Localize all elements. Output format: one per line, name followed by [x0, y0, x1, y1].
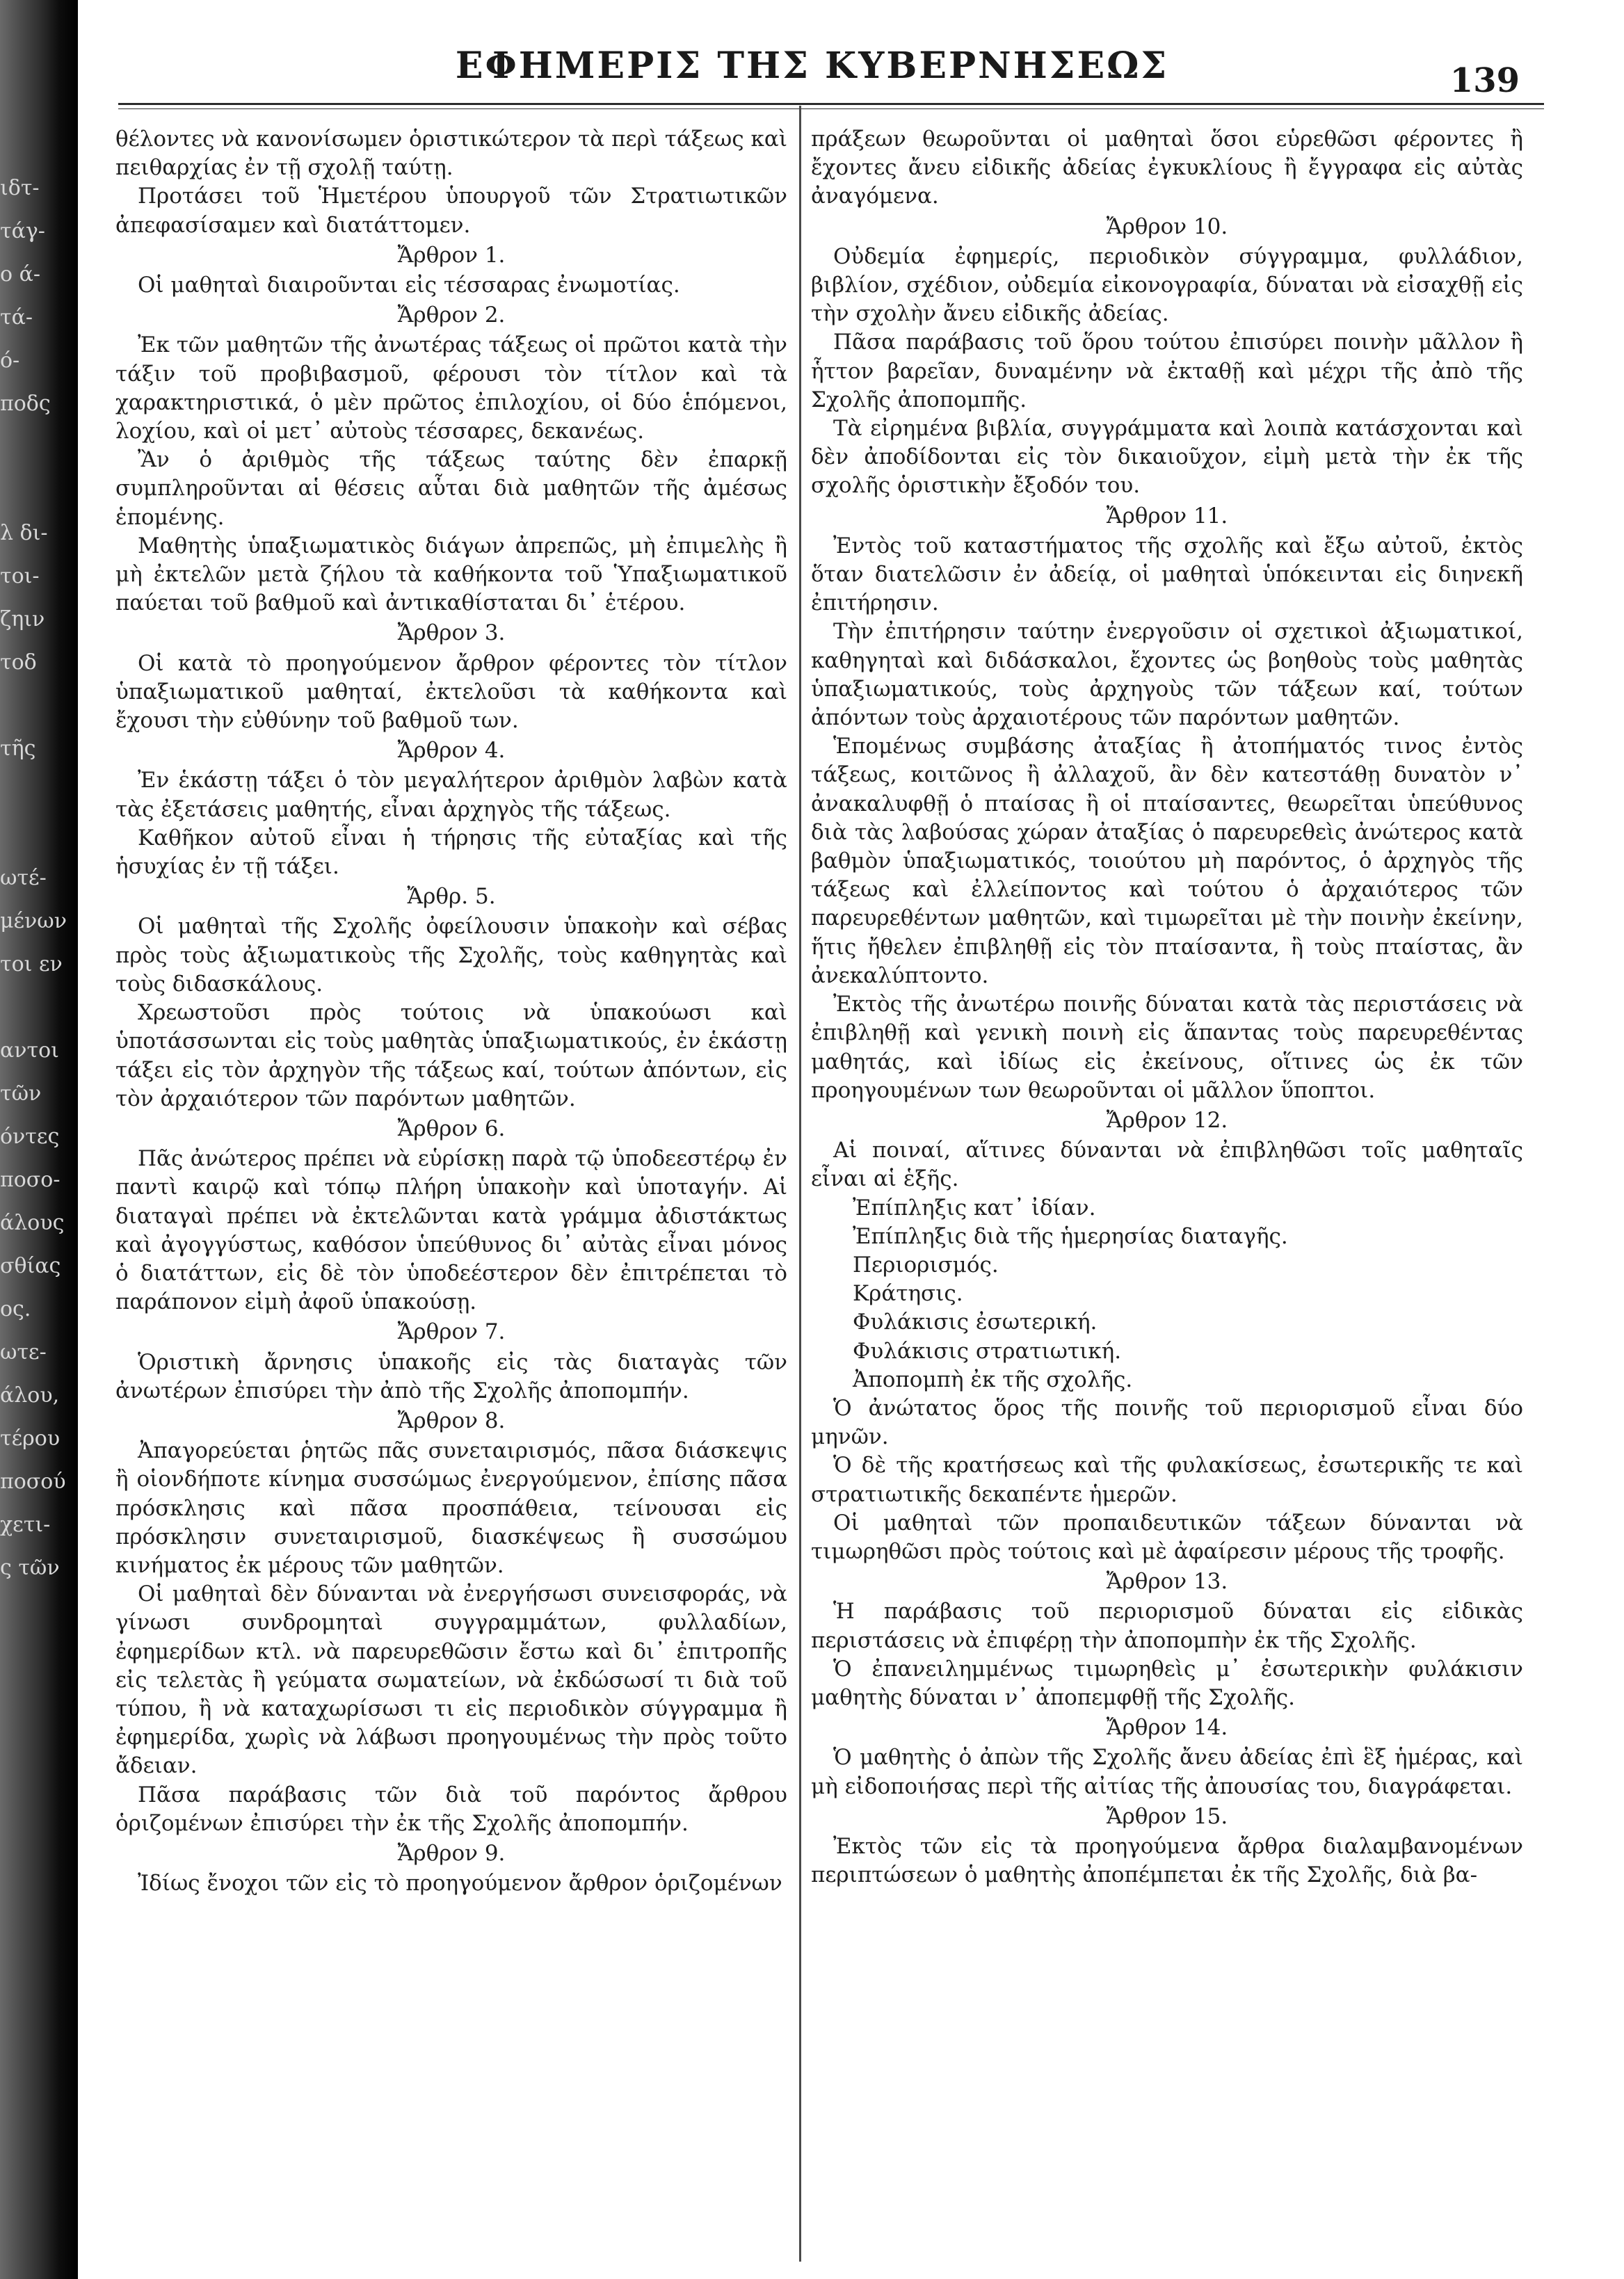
- right-column: [811, 125, 1523, 1890]
- margin-fragment: ος.: [0, 1297, 31, 1321]
- margin-fragment: άλους: [0, 1211, 65, 1235]
- paragraph: Ἑπομένως συμβάσης ἀταξίας ἢ ἀτοπήματός τινος ἐντὸς τάξεως, κοιτῶνος ἢ ἀλλαχοῦ, ἂν δὲν κατεστάθῃ δυνατὸν ν᾽ ἀνακαλυφθῇ ὁ πταίσας ἢ οἱ πταίσαντες, θεωρεῖται ὑπεύθυνος διὰ τὰς λαβούσας χώραν ἀταξίας ὁ παρευρεθεὶς ἀνώτερος κατὰ βαθμὸν ὑπαξιωματικός, τοιούτου μὴ παρόντος, ὁ ἀρχηγὸς τῆς τάξεως καὶ ἐλλείποντος καὶ τούτου ὁ ἀρχαιότερος τῶν παρευρεθέντων μαθητῶν, καὶ τιμωρεῖται μὲ τὴν ποινὴν ἐκείνην, ἥτις ἤθελεν ἐπιβληθῇ εἰς τὸν πταίσαντα, ἢ τοὺς πταίστας, ἂν ἀνεκαλύπτοντο.: [811, 734, 1523, 988]
- paragraph: Ἐν ἑκάστῃ τάξει ὁ τὸν μεγαλήτερον ἀριθμὸν λαβὼν κατὰ τὰς ἐξετάσεις μαθητής, εἶναι ἀρχηγὸς τῆς τάξεως.: [115, 768, 787, 822]
- paragraph: Οὐδεμία ἐφημερίς, περιοδικὸν σύγγραμμα, φυλλάδιον, βιβλίον, σχέδιον, οὐδεμία εἰκονογραφία, δύναται νὰ εἰσαχθῇ εἰς τὴν σχολὴν ἄνευ εἰδικῆς ἀδείας.: [811, 243, 1523, 327]
- paragraph: Ἐκτὸς τῶν εἰς τὰ προηγούμενα ἄρθρα διαλαμβανομένων περιπτώσεων ὁ μαθητὴς ἀποπέμπεται ἐκ τῆς Σχολῆς, διὰ βα-: [811, 1833, 1523, 1888]
- margin-fragment: τοι εν: [0, 952, 63, 976]
- paragraph: Ὁ ἐπανειλημμένως τιμωρηθεὶς μ᾽ ἐσωτερικὴν φυλάκισιν μαθητὴς δύναται ν᾽ ἀποπεμφθῇ τῆς Σχολῆς.: [811, 1656, 1523, 1710]
- penalty-list-item: Κράτησις.: [853, 1281, 963, 1307]
- penalty-list-item: Φυλάκισις ἐσωτερική.: [853, 1310, 1098, 1335]
- margin-fragment: [0, 771, 49, 814]
- paragraph: Καθῆκον αὐτοῦ εἶναι ἡ τήρησις τῆς εὐταξίας καὶ τῆς ἡσυχίας ἐν τῇ τάξει.: [115, 825, 787, 880]
- paragraph: Οἱ μαθηταὶ τῆς Σχολῆς ὀφείλουσιν ὑπακοὴν καὶ σέβας πρὸς τοὺς ἀξιωματικοὺς τῆς Σχολῆς, τοὺς καθηγητὰς καὶ τοὺς διδασκάλους.: [115, 914, 787, 997]
- paragraph: θέλοντες νὰ κανονίσωμεν ὁριστικώτερον τὰ περὶ τάξεως καὶ πειθαρχίας ἐν τῇ σχολῇ ταύτῃ.: [115, 127, 787, 181]
- article-heading: Ἄρθρον 10.: [1106, 214, 1228, 239]
- paragraph: πράξεων θεωροῦνται οἱ μαθηταὶ ὅσοι εὑρεθῶσι φέροντες ἢ ἔχοντες ἄνευ εἰδικῆς ἀδείας ἐγκυκλίους ἢ ἔγγραφα εἰς αὐτὰς ἀναγόμενα.: [811, 127, 1523, 209]
- margin-fragment: αντοι: [0, 1038, 59, 1063]
- article-heading: Ἄρθρον 6.: [397, 1116, 506, 1141]
- margin-fragment: τά-: [0, 305, 33, 330]
- margin-fragment: ποσού: [0, 1469, 66, 1494]
- article-heading: Ἄρθρον 14.: [1106, 1715, 1228, 1741]
- paragraph: Πᾶσα παράβασις τῶν διὰ τοῦ παρόντος ἄρθρου ὁριζομένων ἐπισύρει τὴν ἐκ τῆς Σχολῆς ἀποπομπήν.: [115, 1782, 787, 1836]
- margin-fragment: ς τῶν: [0, 1556, 60, 1580]
- margin-fragment: τοδ: [0, 650, 37, 675]
- paragraph: Πᾶσα παράβασις τοῦ ὅρου τούτου ἐπισύρει ποινὴν μᾶλλον ἢ ἧττον βαρεῖαν, δυναμένην νὰ ἐκταθῇ καὶ μέχρι τῆς ἀπὸ τῆς Σχολῆς ἀποπομπῆς.: [811, 330, 1523, 412]
- header-rule-thin: [118, 108, 1544, 109]
- page-title: ΕΦΗΜΕΡΙΣ ΤΗΣ ΚΥΒΕΡΝΗΣΕΩΣ: [455, 45, 1169, 87]
- margin-fragment: χετι-: [0, 1513, 51, 1537]
- header-rule: [118, 103, 1544, 105]
- penalty-list-item: Φυλάκισις στρατιωτική.: [853, 1338, 1122, 1364]
- margin-fragment: ο ά-: [0, 262, 40, 287]
- margin-fragment: ποσο-: [0, 1168, 61, 1192]
- article-heading: Ἄρθρον 15.: [1106, 1803, 1228, 1829]
- margin-fragment: τάγ-: [0, 219, 45, 243]
- article-heading: Ἄρθρ. 5.: [407, 884, 496, 910]
- paragraph: Ἐντὸς τοῦ καταστήματος τῆς σχολῆς καὶ ἔξω αὐτοῦ, ἐκτὸς ὅταν διατελῶσιν ἐν ἀδείᾳ, οἱ μαθηταὶ ὑπόκεινται εἰς διηνεκῆ ἐπιτήρησιν.: [811, 533, 1523, 616]
- margin-fragment: ιδτ-: [0, 176, 40, 200]
- penalty-list-item: Ἐπίπληξις διὰ τῆς ἡμερησίας διαταγῆς.: [853, 1223, 1288, 1249]
- paragraph: Αἱ ποιναί, αἵτινες δύνανται νὰ ἐπιβληθῶσι τοῖς μαθηταῖς εἶναι αἱ ἑξῆς.: [811, 1138, 1523, 1192]
- margin-fragment: τέρου: [0, 1426, 61, 1451]
- margin-fragment: ωτέ-: [0, 866, 47, 890]
- article-heading: Ἄρθρον 12.: [1106, 1107, 1228, 1133]
- article-heading: Ἄρθρον 9.: [397, 1840, 506, 1866]
- paragraph: Ἰδίως ἔνοχοι τῶν εἰς τὸ προηγούμενον ἄρθρον ὁριζομένων: [138, 1871, 782, 1897]
- paragraph: Οἱ κατὰ τὸ προηγούμενον ἄρθρον φέροντες τὸν τίτλον ὑπαξιωματικοῦ μαθηταί, ἐκτελοῦσι τὰ καθήκοντα καὶ ἔχουσι τὴν εὐθύνην τοῦ βαθμοῦ των.: [115, 650, 787, 734]
- margin-fragment: ό-: [0, 348, 20, 373]
- article-heading: Ἄρθρον 2.: [397, 303, 506, 328]
- margin-fragment: τῆς: [0, 736, 36, 761]
- article-heading: Ἄρθρον 8.: [397, 1408, 506, 1433]
- paragraph: Χρεωστοῦσι πρὸς τούτοις νὰ ὑπακούωσι καὶ ὑποτάσσωνται εἰς τοὺς μαθητὰς ὑπαξιωματικούς, ἐν ἑκάστῃ τάξει εἰς τὸν ἀρχηγὸν τῆς τάξεως καί, τούτων ἀπόντων, εἰς τὸν ἀρχαιότερον τῶν παρόντων μαθητῶν.: [115, 1000, 787, 1111]
- margin-fragment: τοι-: [0, 564, 40, 588]
- paragraph: Προτάσει τοῦ Ἡμετέρου ὑπουργοῦ τῶν Στρατιωτικῶν ἀπεφασίσαμεν καὶ διατάττομεν.: [115, 184, 787, 238]
- margin-fragment: λ δι-: [0, 521, 48, 545]
- paragraph: Ὁ μαθητὴς ὁ ἀπὼν τῆς Σχολῆς ἄνευ ἀδείας ἐπὶ ἓξ ἡμέρας, καὶ μὴ εἰδοποιήσας περὶ τῆς αἰτίας τῆς ἀπουσίας του, διαγράφεται.: [811, 1745, 1523, 1799]
- paragraph: Μαθητὴς ὑπαξιωματικὸς διάγων ἀπρεπῶς, μὴ ἐπιμελὴς ἢ μὴ ἐκτελῶν μετὰ ζήλου τὰ καθήκοντα τοῦ Ὑπαξιωματικοῦ παύεται τοῦ βαθμοῦ καὶ ἀντικαθίσταται δι᾽ ἑτέρου.: [115, 533, 787, 616]
- paragraph: Πᾶς ἀνώτερος πρέπει νὰ εὑρίσκῃ παρὰ τῷ ὑποδεεστέρῳ ἐν παντὶ καιρῷ καὶ τόπῳ πλήρη ὑπακοὴν καὶ ὑποταγήν. Αἱ διαταγαὶ πρέπει νὰ ἐκτελῶνται κατὰ γράμμα ἀδιστάκτως καὶ ἀγογγύστως, καθόσον ὑπεύθυνος δι᾽ αὐτὰς εἶναι μόνος ὁ διατάττων, εἰς δὲ τὸν ὑποδεέστερον δὲν ἐπιτρέπεται τὸ παράπονον εἰμὴ ἀφοῦ ὑπακούσῃ.: [115, 1146, 787, 1315]
- paragraph: Ἀπαγορεύεται ῥητῶς πᾶς συνεταιρισμός, πᾶσα διάσκεψις ἢ οἱονδήποτε κίνημα συσσώμως ἐνεργούμενον, ἐπίσης πᾶσα πρόσκλησις καὶ πᾶσα προσπάθεια, τείνουσαι εἰς πρόσκλησιν συνεταιρισμοῦ, διασκέψεως ἢ συσσώμου κινήματος ἐκ μέρους τῶν μαθητῶν.: [115, 1438, 787, 1578]
- margin-fragment: [0, 469, 49, 512]
- page-number: 139: [1449, 61, 1520, 100]
- margin-fragment: [0, 684, 49, 727]
- penalty-list-item: Περιορισμός.: [853, 1252, 999, 1278]
- margin-fragment: ζηιν: [0, 607, 45, 631]
- paragraph: Ὁριστικὴ ἄρνησις ὑπακοῆς εἰς τὰς διαταγὰς τῶν ἀνωτέρων ἐπισύρει τὴν ἀπὸ τῆς Σχολῆς ἀποπομπήν.: [115, 1349, 787, 1403]
- left-column: [115, 125, 787, 1898]
- previous-page-margin-text: [0, 167, 67, 1590]
- paragraph: Ὁ δὲ τῆς κρατήσεως καὶ τῆς φυλακίσεως, ἐσωτερικῆς τε καὶ στρατιωτικῆς δεκαπέντε ἡμερῶν.: [811, 1453, 1523, 1507]
- paragraph: Οἱ μαθηταὶ δὲν δύνανται νὰ ἐνεργήσωσι συνεισφοράς, νὰ γίνωσι συνδρομηταὶ συγγραμμάτων, φυλλαδίων, ἐφημερίδων κτλ. νὰ παρευρεθῶσιν ἔστω καὶ δι᾽ ἐπιτροπῆς εἰς τελετὰς ἢ γεύματα σωματείων, νὰ ἐκδώσωσί τι διὰ τοῦ τύπου, ἢ νὰ καταχωρίσωσι τι εἰς περιοδικὸν σύγγραμμα ἢ ἐφημερίδα, χωρὶς νὰ λάβωσι προηγουμένως τὴν πρὸς τοῦτο ἄδειαν.: [115, 1581, 787, 1779]
- penalty-list-item: Ἐπίπληξις κατ᾽ ἰδίαν.: [853, 1195, 1096, 1221]
- margin-fragment: άλου,: [0, 1383, 60, 1408]
- paragraph: Ἂν ὁ ἀριθμὸς τῆς τάξεως ταύτης δὲν ἐπαρκῇ συμπληροῦνται αἱ θέσεις αὗται διὰ μαθητῶν τῆς ἀμέσως ἑπομένης.: [115, 447, 787, 530]
- article-heading: Ἄρθρον 13.: [1106, 1569, 1228, 1595]
- article-heading: Ἄρθρον 4.: [397, 738, 506, 764]
- paragraph: Ὁ ἀνώτατος ὅρος τῆς ποινῆς τοῦ περιορισμοῦ εἶναι δύο μηνῶν.: [811, 1395, 1523, 1450]
- paragraph: Τὴν ἐπιτήρησιν ταύτην ἐνεργοῦσιν οἱ σχετικοὶ ἀξιωματικοί, καθηγηταὶ καὶ διδάσκαλοι, ἔχοντες ὡς βοηθοὺς τοὺς μαθητὰς ὑπαξιωματικούς, τοὺς ἀρχηγοὺς τῶν τάξεων καί, τούτων ἀπόντων τοὺς ἀρχαιοτέρους τῶν παρόντων μαθητῶν.: [811, 619, 1523, 731]
- paragraph: Οἱ μαθηταὶ διαιροῦνται εἰς τέσσαρας ἐνωμοτίας.: [138, 273, 680, 298]
- margin-fragment: μένων: [0, 909, 67, 933]
- paragraph: Ἡ παράβασις τοῦ περιορισμοῦ δύναται εἰς εἰδικὰς περιστάσεις νὰ ἐπιφέρῃ τὴν ἀποπομπὴν ἐκ τῆς Σχολῆς.: [811, 1599, 1523, 1653]
- penalty-list-item: Ἀποπομπὴ ἐκ τῆς σχολῆς.: [853, 1367, 1133, 1392]
- margin-fragment: [0, 426, 49, 469]
- column-divider: [799, 106, 801, 2262]
- article-heading: Ἄρθρον 1.: [397, 242, 506, 268]
- margin-fragment: όντες: [0, 1125, 60, 1149]
- paragraph: Οἱ μαθηταὶ τῶν προπαιδευτικῶν τάξεων δύνανται νὰ τιμωρηθῶσι πρὸς τούτοις καὶ μὲ ἀφαίρεσιν μέρους τῆς τροφῆς.: [811, 1510, 1523, 1564]
- paragraph: Τὰ εἰρημένα βιβλία, συγγράμματα καὶ λοιπὰ κατάσχονται καὶ δὲν ἀποδίδονται εἰς τὸν δικαιοῦχον, εἰμὴ μετὰ τὴν ἐκ τῆς σχολῆς ὁριστικὴν ἔξοδόν του.: [811, 416, 1523, 499]
- paragraph: Ἐκτὸς τῆς ἀνωτέρω ποινῆς δύναται κατὰ τὰς περιστάσεις νὰ ἐπιβληθῇ καὶ γενικὴ ποινὴ εἰς ἅπαντας τοὺς παρευρεθέντας μαθητάς, καὶ ἰδίως εἰς ἐκείνους, οἵτινες ὡς ἐκ τῶν προηγουμένων των θεωροῦνται οἱ μᾶλλον ὕποπτοι.: [811, 992, 1523, 1103]
- article-heading: Ἄρθρον 11.: [1106, 503, 1228, 529]
- margin-fragment: [0, 986, 49, 1029]
- margin-fragment: ποδς: [0, 392, 51, 416]
- margin-fragment: ωτε-: [0, 1340, 47, 1364]
- article-heading: Ἄρθρον 7.: [397, 1319, 506, 1345]
- paragraph: Ἐκ τῶν μαθητῶν τῆς ἀνωτέρας τάξεως οἱ πρῶτοι κατὰ τὴν τάξιν τοῦ προβιβασμοῦ, φέρουσι τὸν τίτλον καὶ τὰ χαρακτηριστικά, ὁ μὲν πρῶτος ἐπιλοχίου, οἱ δύο ἑπόμενοι, λοχίου, καὶ οἱ μετ᾽ αὐτοὺς τέσσαρες, δεκανέως.: [115, 332, 787, 444]
- margin-fragment: τῶν: [0, 1081, 42, 1106]
- margin-fragment: [0, 814, 49, 857]
- margin-fragment: σθίας: [0, 1254, 61, 1278]
- article-heading: Ἄρθρον 3.: [397, 620, 506, 646]
